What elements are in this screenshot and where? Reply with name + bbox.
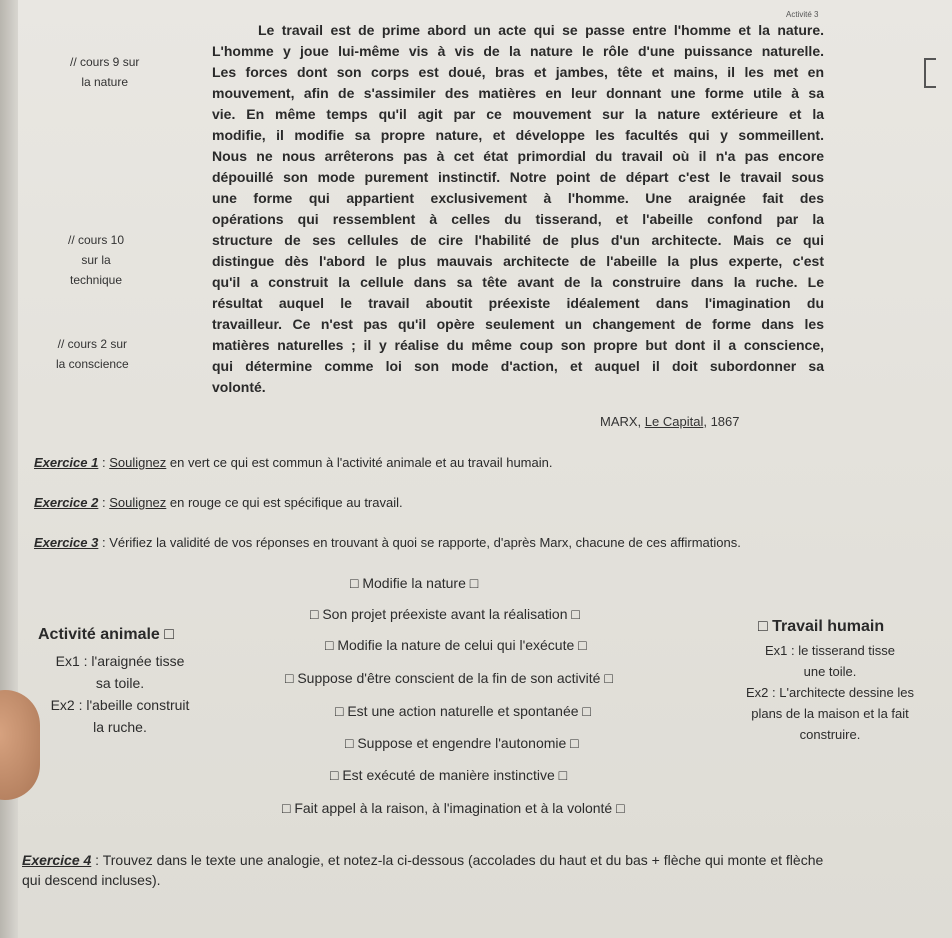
margin-note-nature: // cours 9 sur la nature [70, 55, 140, 89]
exercise-2: Exercice 2 : Soulignez en rouge ce qui est spécifique au travail. [34, 495, 403, 510]
exercise-1: Exercice 1 : Soulignez en vert ce qui est commun à l'activité animale et au travail humain. [34, 455, 553, 470]
text-line: résultat auquel le travail aboutit préexiste idéalement dans l'imagination du [212, 295, 824, 311]
margin-note-technique: // cours 10 sur la technique [68, 233, 125, 287]
source-citation: MARX, Le Capital, 1867 [600, 414, 740, 429]
affirmation-item: □ Modifie la nature □ [350, 575, 479, 591]
text-line: L'homme y joue lui-même vis à vis de la nature le rôle d'une puissance naturelle. [212, 43, 824, 59]
affirmation-item: □ Son projet préexiste avant la réalisation □ [310, 606, 580, 622]
text-line: mouvement, afin de s'assimiler des matières en leur donnant une forme utile à sa [212, 85, 824, 101]
text-line: volonté. [212, 379, 266, 395]
text-line: dépouillé son mode purement instinctif. Notre point de départ c'est le travail sous [212, 169, 824, 185]
text-line: vie. En même temps qu'il agit par ce mouvement sur la nature extérieure et la [212, 106, 824, 122]
corner-bracket-mark [924, 58, 936, 88]
affirmation-item: □ Suppose d'être conscient de la fin de son activité □ [285, 670, 613, 686]
affirmation-item: □ Est une action naturelle et spontanée □ [335, 703, 591, 719]
text-line: structure de ses cellules de cire l'habilité de plus d'un architecte. Mais ce qui [212, 232, 824, 248]
exercise-3: Exercice 3 : Vérifiez la validité de vos réponses en trouvant à quoi se rapporte, d'après Marx, chacune de ces affirmations. [34, 535, 741, 550]
text-line: distingue dès l'abord le plus mauvais architecte de l'abeille la plus experte, c'est [212, 253, 824, 269]
exercise-4: Exercice 4 : Trouvez dans le texte une analogie, et notez-la ci-dessous (accolades du haut et du bas + flèche qui monte et flèche qui descend incluses). [22, 852, 824, 888]
affirmation-item: □ Suppose et engendre l'autonomie □ [345, 735, 579, 751]
affirmation-item: □ Est exécuté de manière instinctive □ [330, 767, 568, 783]
text-line: modifie, il modifie sa propre nature, et développe les facultés qui y sommeillent. [212, 127, 824, 143]
human-work-examples: Ex1 : le tisserand tisse une toile. Ex2 : L'architecte dessine les plans de la maison et la fait construire. [746, 643, 914, 742]
text-line: qu'il a construit la cellule dans sa tête avant de la construire dans la ruche. Le [212, 274, 824, 290]
text-line: matières naturelles ; il y réalise du même coup son propre but dont il a conscience, [212, 337, 824, 353]
activity-label: Activité 3 [786, 10, 819, 19]
margin-note-conscience: // cours 2 sur la conscience [56, 337, 129, 371]
animal-activity-examples: Ex1 : l'araignée tisse sa toile. Ex2 : l'abeille construit la ruche. [50, 653, 190, 735]
text-line: une forme qui appartient exclusivement à l'homme. Une araignée fait des [212, 190, 824, 206]
text-line: Les forces dont son corps est doué, bras et jambes, tête et mains, il les met en [212, 64, 824, 80]
affirmation-item: □ Fait appel à la raison, à l'imagination et à la volonté □ [282, 800, 625, 816]
text-line: travailleur. Ce n'est pas qu'il opère seulement un changement de forme dans les [212, 316, 824, 332]
human-work-title: □ Travail humain [758, 618, 885, 635]
affirmation-item: □ Modifie la nature de celui qui l'exécute □ [325, 637, 587, 653]
text-line: Le travail est de prime abord un acte qui se passe entre l'homme et la nature. [258, 22, 824, 38]
text-line: opérations qui ressemblent à celles du tisserand, et l'abeille confond par la [212, 211, 824, 227]
thumb-overlay [0, 690, 40, 800]
animal-activity-title: Activité animale □ [38, 626, 174, 643]
text-line: qui détermine comme loi son mode d'action, et auquel il doit subordonner sa [212, 358, 824, 374]
text-line: Nous ne nous arrêterons pas à cet état primordial du travail où il n'a pas encore [212, 148, 824, 164]
